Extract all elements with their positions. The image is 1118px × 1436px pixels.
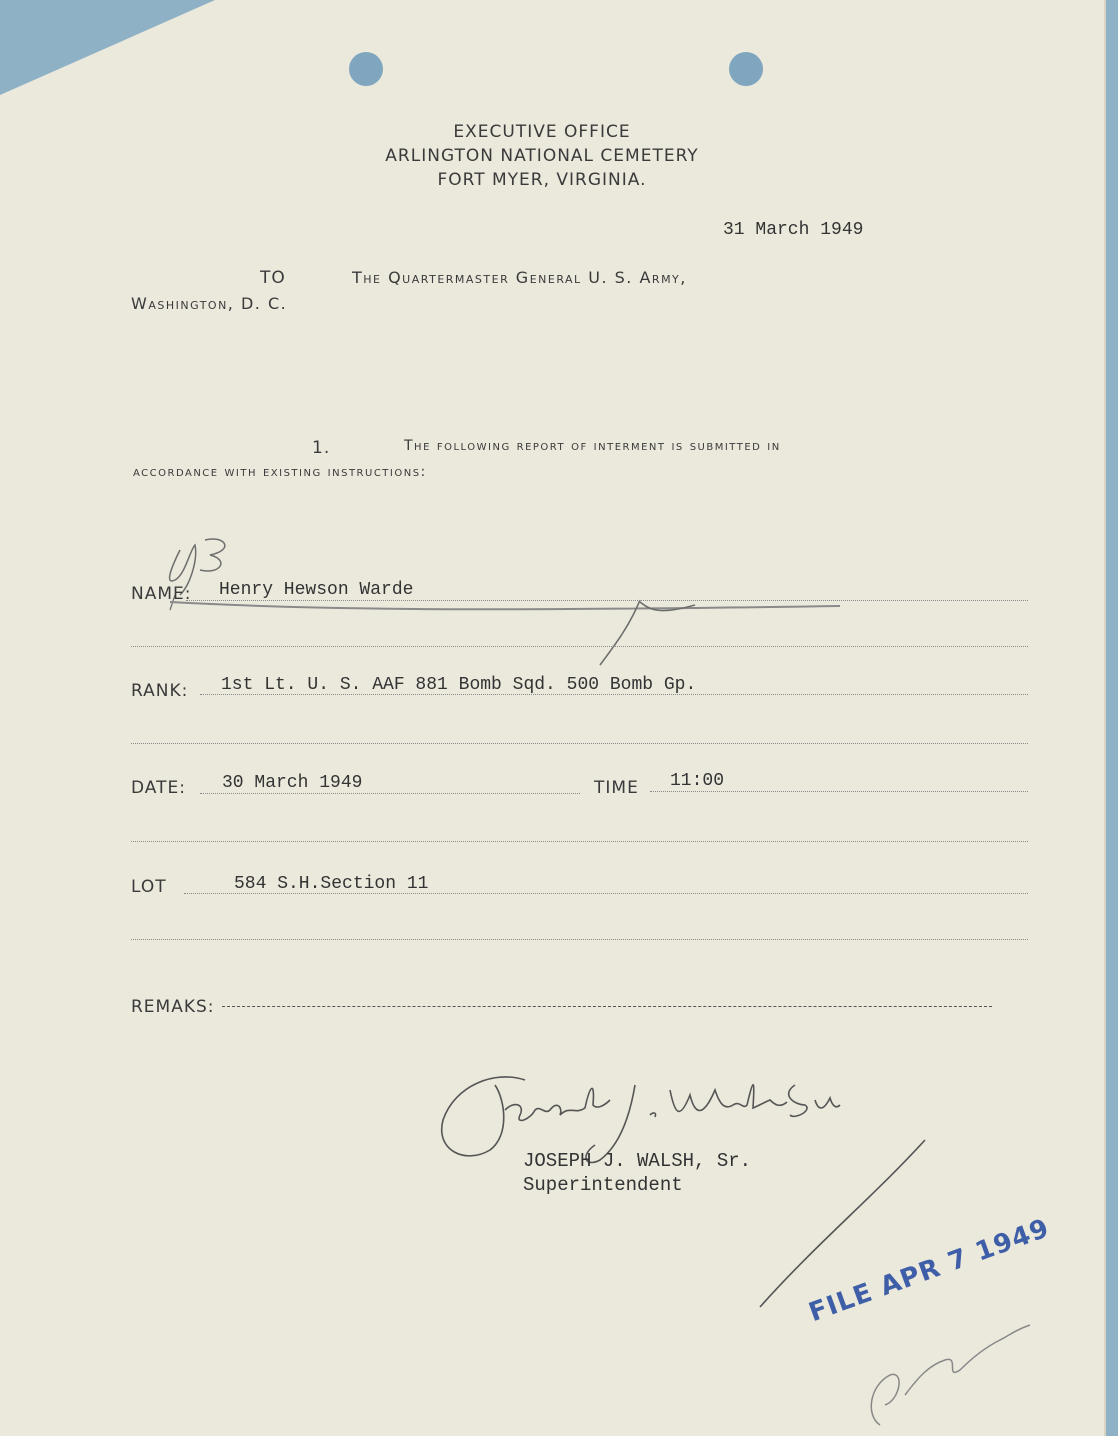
name-value: Henry Hewson Warde bbox=[219, 580, 414, 600]
file-date-stamp: FILE APR 7 1949 bbox=[805, 1213, 1054, 1329]
name-line-2 bbox=[131, 646, 1028, 647]
date-value: 30 March 1949 bbox=[222, 773, 363, 793]
punch-hole-left bbox=[349, 52, 383, 86]
name-label: NAME: bbox=[131, 584, 192, 604]
time-value: 11:00 bbox=[670, 771, 725, 791]
addressee-city: Washington, D. C. bbox=[131, 294, 288, 313]
lot-label: LOT bbox=[131, 877, 167, 897]
stamp-initials bbox=[850, 1305, 1040, 1435]
rank-line bbox=[200, 694, 1028, 695]
remarks-line bbox=[222, 1006, 992, 1007]
paragraph-line-1: The following report of interment is submitted in bbox=[404, 438, 781, 454]
lot-line bbox=[184, 893, 1028, 894]
remarks-label: REMAKS: bbox=[131, 997, 215, 1017]
paragraph-line-2: accordance with existing instructions: bbox=[133, 464, 427, 480]
lot-value: 584 S.H.Section 11 bbox=[234, 874, 429, 894]
punch-hole-right bbox=[729, 52, 763, 86]
signatory-title: Superintendent bbox=[523, 1174, 683, 1196]
header-line-2: ARLINGTON NATIONAL CEMETERY bbox=[385, 146, 699, 166]
date-label: DATE: bbox=[131, 778, 186, 798]
rank-line-2 bbox=[131, 743, 1028, 744]
time-label: TIME bbox=[594, 778, 639, 798]
date-line-2 bbox=[131, 841, 1028, 842]
header-line-3: FORT MYER, VIRGINIA. bbox=[437, 170, 647, 190]
addressee-line: The Quartermaster General U. S. Army, bbox=[352, 268, 687, 287]
date-line bbox=[200, 793, 580, 794]
time-line bbox=[650, 791, 1028, 792]
rank-label: RANK: bbox=[131, 681, 189, 701]
rank-value: 1st Lt. U. S. AAF 881 Bomb Sqd. 500 Bomb Gp. bbox=[221, 675, 697, 695]
lot-line-2 bbox=[131, 939, 1028, 940]
folded-corner bbox=[0, 0, 215, 95]
to-label: TO bbox=[260, 268, 286, 288]
paragraph-number: 1. bbox=[312, 438, 331, 458]
letter-date: 31 March 1949 bbox=[723, 220, 864, 240]
header-line-1: EXECUTIVE OFFICE bbox=[453, 122, 631, 142]
signatory-name: JOSEPH J. WALSH, Sr. bbox=[523, 1150, 752, 1172]
name-line bbox=[186, 600, 1028, 601]
